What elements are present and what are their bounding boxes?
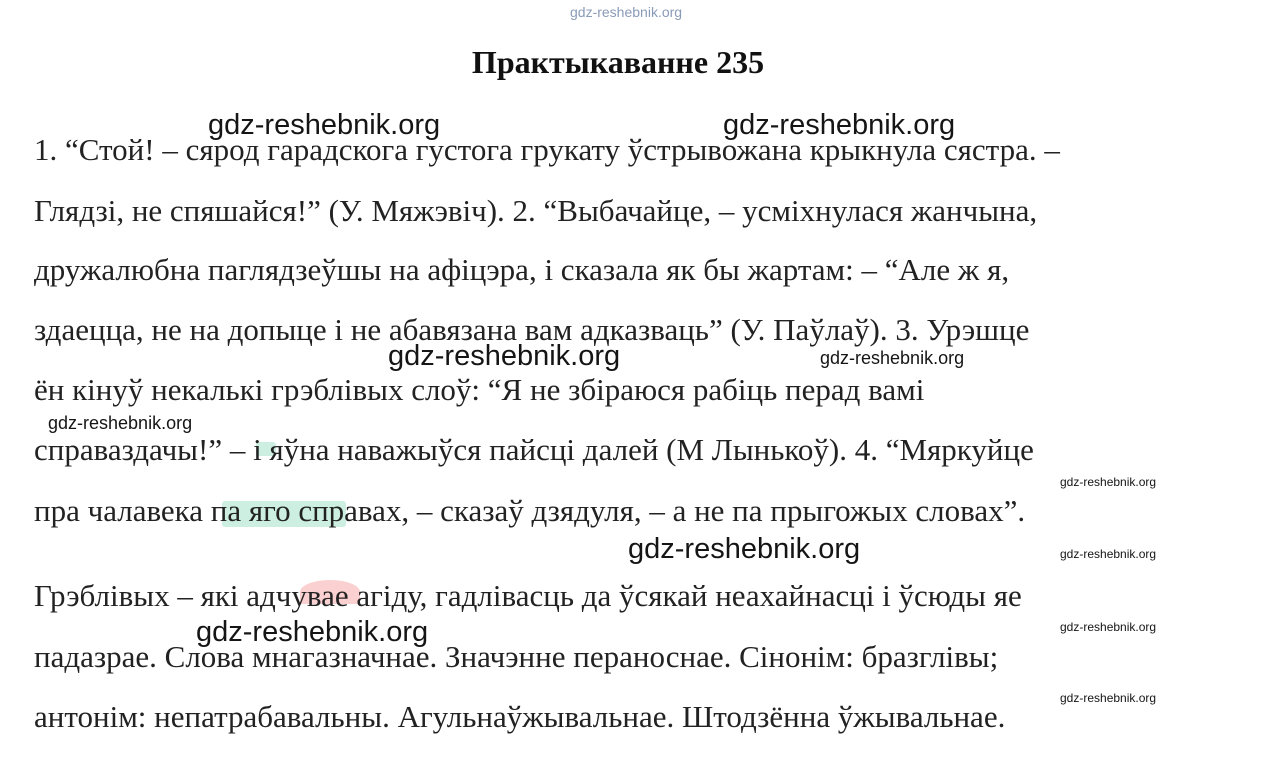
text-line: Глядзі, не спяшайся!” (У. Мяжэвіч). 2. “Выбачайце, – усміхнулася жанчына, (34, 193, 1038, 228)
watermark: gdz-reshebnik.org (1060, 620, 1157, 634)
watermark: gdz-reshebnik.org (208, 109, 441, 141)
watermark: gdz-reshebnik.org (820, 348, 965, 368)
text-line: дружалюбна паглядзеўшы на афіцэра, і сказала як бы жартам: – “Але ж я, (34, 252, 1010, 287)
text-line: здаецца, не на допыце і не абавязана вам адказваць” (У. Паўлаў). 3. Урэшце (34, 312, 1030, 347)
watermark: gdz-reshebnik.org (1060, 547, 1157, 561)
text-line: ён кінуў некалькі грэблівых слоў: “Я не збіраюся рабіць перад вамі (34, 372, 925, 407)
text-line: 1. “Стой! – сярод гарадскога густога грукату ўстрывожана крыкнула сястра. – (34, 132, 1060, 167)
text-line: пра чалавека па яго справах, – сказаў дзядуля, – а не па прыгожых словах”. (34, 493, 1026, 528)
text-line: справаздачы!” – і яўна наважыўся пайсці далей (М Лынькоў). 4. “Мяркуйце (34, 432, 1034, 467)
text-line: Грэблівых – які адчувае агіду, гадлівасць да ўсякай неахайнасці і ўсюды яе (34, 578, 1022, 613)
watermark: gdz-reshebnik.org (196, 616, 429, 648)
watermark: gdz-reshebnik.org (628, 533, 861, 565)
watermark-top: gdz-reshebnik.org (570, 4, 683, 20)
watermark: gdz-reshebnik.org (388, 340, 621, 372)
watermark: gdz-reshebnik.org (1060, 475, 1157, 489)
page-title: Практыкаванне 235 (471, 44, 765, 80)
watermark: gdz-reshebnik.org (723, 109, 956, 141)
text-line: падазрае. Слова мнагазначнае. Значэнне пераноснае. Сінонім: бразглівы; (34, 639, 999, 674)
watermark: gdz-reshebnik.org (1060, 691, 1157, 705)
watermark: gdz-reshebnik.org (48, 413, 193, 433)
text-line: антонім: непатрабавальны. Агульнаўжывальнае. Штодзённа ўжывальнае. (34, 699, 1006, 734)
